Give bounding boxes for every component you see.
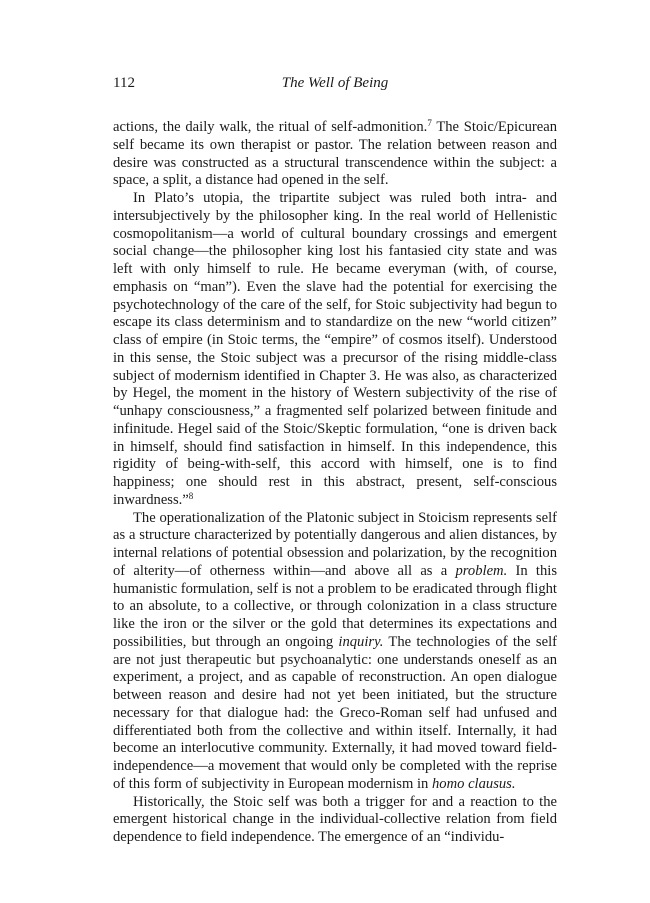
paragraph-2 <box>113 190 557 510</box>
emphasis-homo-clausus: homo clausus. <box>431 775 516 792</box>
emphasis-inquiry: inquiry. <box>338 633 384 650</box>
footnote-marker-7: 7 <box>427 118 432 128</box>
paragraph-4 <box>113 794 557 847</box>
paragraph-3-text-c: The technologies of the self are not just therapeutic but psychoanalytic: one understands oneself as an experiment, a project, and as capable of reconstruction. An open dialogue between reason and desire had not yet been initiated, but the structure necessary for that dialogue had: the Greco-Roman self had unfused and differentiated both from the collective and within itself. Internally, it had become an interlocutive community. Externally, it had moved toward field-independence—a movement that would only be completed with the reprise of this form of subjectivity in European modernism in <box>113 633 557 792</box>
running-header <box>113 75 557 97</box>
paragraph-1-text-b: The Stoic/Epicurean self became its own therapist or pastor. The relation between reason and desire was constructed as a structural transcendence within the subject: a space, a split, a distance had opened in the self. <box>113 119 558 189</box>
running-title: The Well of Being <box>281 75 389 91</box>
body-text <box>113 119 557 847</box>
paragraph-1 <box>113 119 557 190</box>
footnote-marker-8: 8 <box>188 490 194 501</box>
paragraph-2-text: In Plato’s utopia, the tripartite subject was ruled both intra- and intersubjectively by the philosopher king. In the real world of Hellenistic cosmopolitanism—a world of cultural boundary crossings and emergent social change—the philosopher king lost his fantasied city state and was left with only himself to rule. He became everyman (with, of course, emphasis on “man”). Even the slave had the potential for exercising the psychotechnology of the care of the self, for Stoic subjectivity had begun to escape its class determinism and to standardize on the new “world citizen” class of empire (in Stoic terms, the “empire” of cosmos itself). Understood in this sense, the Stoic subject was a precursor of the rising middle-class subject of modernism identified in Chapter 3. He was also, as characterized by Hegel, the moment in the history of Western subjectivity of the rise of “unhapy consciousness,” a fragmented self polarized between finitude and infinitude. Hegel said of the Stoic/Skeptic formulation, “one is driven back in himself, should find satisfaction in himself. In this independence, this rigidity of being-with-self, this accord with himself, one is to find happiness; one should rest in this abstract, present, self-conscious inwardness.” <box>113 190 557 508</box>
paragraph-4-text: Historically, the Stoic self was both a trigger for and a reaction to the emergent historical change in the individual-collective relation from field dependence to field independence. The emergence of an “individu- <box>113 793 557 845</box>
page-number: 112 <box>113 75 135 91</box>
paragraph-1-text-a: actions, the daily walk, the ritual of self-admonition. <box>113 119 428 135</box>
emphasis-problem: problem. <box>455 562 508 579</box>
book-page <box>113 75 557 847</box>
paragraph-3-text-a: The operationalization of the Platonic subject in Stoicism represents self as a structure characterized by potentially dangerous and alien distances, by internal relations of potential obsession and polarization, by the recognition of alterity—of otherness within—and above all as a <box>113 509 557 579</box>
paragraph-3 <box>113 510 557 794</box>
paragraph-3-text-b: In this humanistic formulation, self is not a problem to be eradicated through flight to an absolute, to a collective, or through colonization in a class structure like the iron or the silver or the gold that determines its expectations and possibilities, but through an ongoing <box>113 562 557 650</box>
